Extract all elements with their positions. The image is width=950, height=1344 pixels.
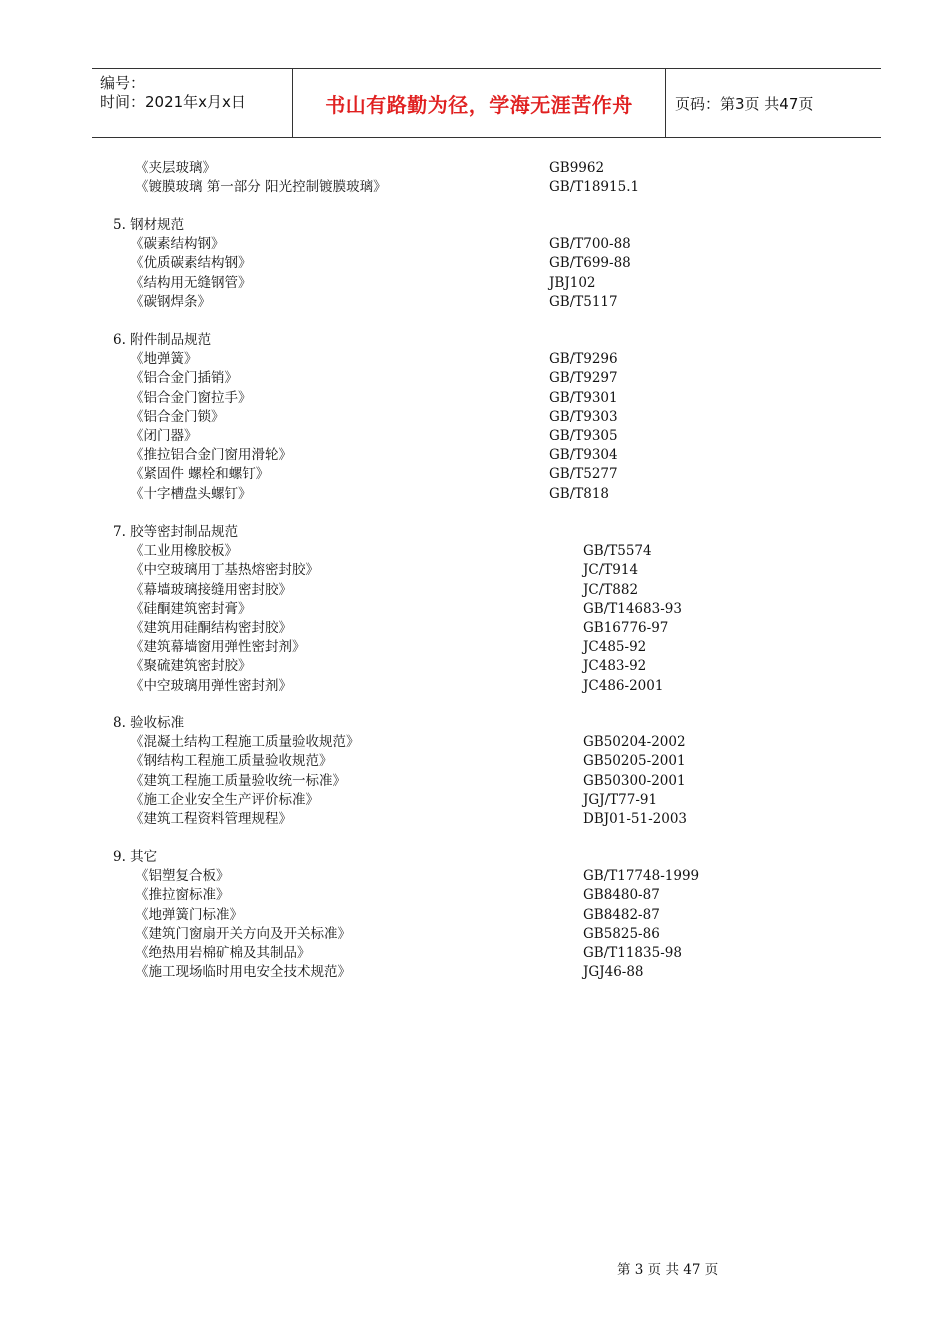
standard-code: JGJ/T77-91	[583, 791, 658, 808]
standard-code: GB/T818	[549, 485, 610, 502]
standard-name: 《施工现场临时用电安全技术规范》	[135, 964, 351, 981]
standard-name: 《闭门器》	[130, 428, 198, 444]
standard-name: 《十字槽盘头螺钉》	[130, 485, 252, 502]
standard-code: JC/T914	[583, 562, 639, 579]
standard-code: GB/T5117	[549, 293, 618, 310]
standard-name: 《施工企业安全生产评价标准》	[130, 791, 319, 808]
standard-name: 《推拉窗标准》	[135, 887, 230, 904]
document-number-label: 编号：	[100, 74, 146, 92]
standard-code: GB/T9305	[549, 428, 618, 444]
standard-code: GB/T9301	[549, 389, 618, 406]
standard-code: GB/T9296	[549, 351, 618, 368]
standard-name: 《推拉铝合金门窗用滑轮》	[130, 447, 292, 464]
standard-code: GB/T9297	[549, 370, 618, 387]
standard-code: GB/T17748-1999	[583, 868, 700, 885]
section-heading: 5. 钢材规范	[113, 217, 185, 233]
standard-code: JC485-92	[583, 639, 647, 656]
standard-name: 《建筑幕墙窗用弹性密封剂》	[130, 639, 306, 656]
standard-code: DBJ01-51-2003	[583, 811, 687, 827]
standard-code: GB50204-2002	[583, 734, 686, 751]
standard-code: GB5825-86	[583, 925, 660, 942]
standard-name: 《地弹簧》	[130, 351, 198, 368]
section-heading: 9. 其它	[113, 849, 158, 865]
standard-code: GB/T18915.1	[549, 179, 640, 196]
standard-name: 《铝合金门窗拉手》	[130, 389, 252, 406]
page-header	[92, 68, 881, 138]
header-page-label: 页码：第3页 共47页	[675, 94, 814, 113]
standard-name: 《钢结构工程施工质量验收规范》	[130, 753, 333, 770]
standard-code: GB50300-2001	[583, 772, 686, 789]
standard-name: 《铝塑复合板》	[135, 868, 230, 885]
section-heading: 7. 胶等密封制品规范	[113, 524, 239, 540]
standard-code: JC483-92	[583, 658, 647, 675]
standard-code: GB50205-2001	[583, 753, 686, 770]
standard-name: 《建筑用硅酮结构密封胶》	[130, 620, 292, 636]
section-heading: 8. 验收标准	[113, 715, 185, 731]
standard-code: JBJ102	[549, 274, 596, 291]
standard-code: GB8482-87	[583, 906, 660, 923]
header-page-info	[665, 69, 881, 137]
standard-code: GB/T9303	[549, 408, 618, 425]
standard-code: GB/T9304	[549, 447, 618, 464]
standard-name: 《地弹簧门标准》	[135, 906, 243, 923]
standard-name: 《硅酮建筑密封膏》	[130, 600, 252, 617]
standard-name: 《绝热用岩棉矿棉及其制品》	[135, 945, 311, 961]
standard-name: 《碳钢焊条》	[130, 293, 211, 310]
standard-name: 《优质碳素结构钢》	[130, 255, 252, 272]
standard-name: 《紧固件 螺栓和螺钉》	[130, 466, 270, 483]
standard-name: 《建筑门窗扇开关方向及开关标准》	[135, 925, 351, 942]
standard-code: GB/T5574	[583, 543, 652, 560]
standard-code: GB16776-97	[583, 620, 669, 636]
standard-name: 《混凝土结构工程施工质量验收规范》	[130, 734, 360, 751]
standard-name: 《镀膜玻璃 第一部分 阳光控制镀膜玻璃》	[135, 179, 387, 196]
standard-name: 《中空玻璃用丁基热熔密封胶》	[130, 562, 319, 579]
standard-name: 《铝合金门插销》	[130, 370, 238, 387]
standard-name: 《工业用橡胶板》	[130, 543, 238, 560]
header-meta	[92, 69, 292, 137]
standard-code: GB/T14683-93	[583, 600, 682, 617]
standard-name: 《铝合金门锁》	[130, 408, 225, 425]
standard-code: GB/T699-88	[549, 255, 631, 272]
standard-code: JGJ46-88	[583, 964, 644, 981]
standard-name: 《聚硫建筑密封胶》	[130, 658, 252, 675]
standard-code: GB8480-87	[583, 887, 660, 904]
standard-name: 《幕墙玻璃接缝用密封胶》	[130, 581, 292, 598]
standard-code: GB/T5277	[549, 466, 618, 483]
standard-name: 《碳素结构钢》	[130, 236, 225, 253]
standard-name: 《夹层玻璃》	[135, 160, 216, 176]
standard-code: JC486-2001	[583, 677, 664, 694]
standard-code: GB9962	[549, 160, 605, 176]
standard-code: GB/T700-88	[549, 236, 631, 253]
standard-name: 《建筑工程施工质量验收统一标准》	[130, 772, 346, 789]
document-time-label: 时间：2021年x月x日	[100, 93, 246, 111]
header-motto: 书山有路勤为径，学海无涯苦作舟	[292, 69, 666, 137]
section-heading: 6. 附件制品规范	[113, 332, 212, 348]
standard-code: JC/T882	[583, 581, 639, 598]
standard-name: 《建筑工程资料管理规程》	[130, 811, 292, 827]
standard-name: 《中空玻璃用弹性密封剂》	[130, 677, 292, 694]
standard-code: GB/T11835-98	[583, 945, 682, 961]
standard-name: 《结构用无缝钢管》	[130, 274, 252, 291]
page-footer: 第 3 页 共 47 页	[617, 1262, 719, 1278]
